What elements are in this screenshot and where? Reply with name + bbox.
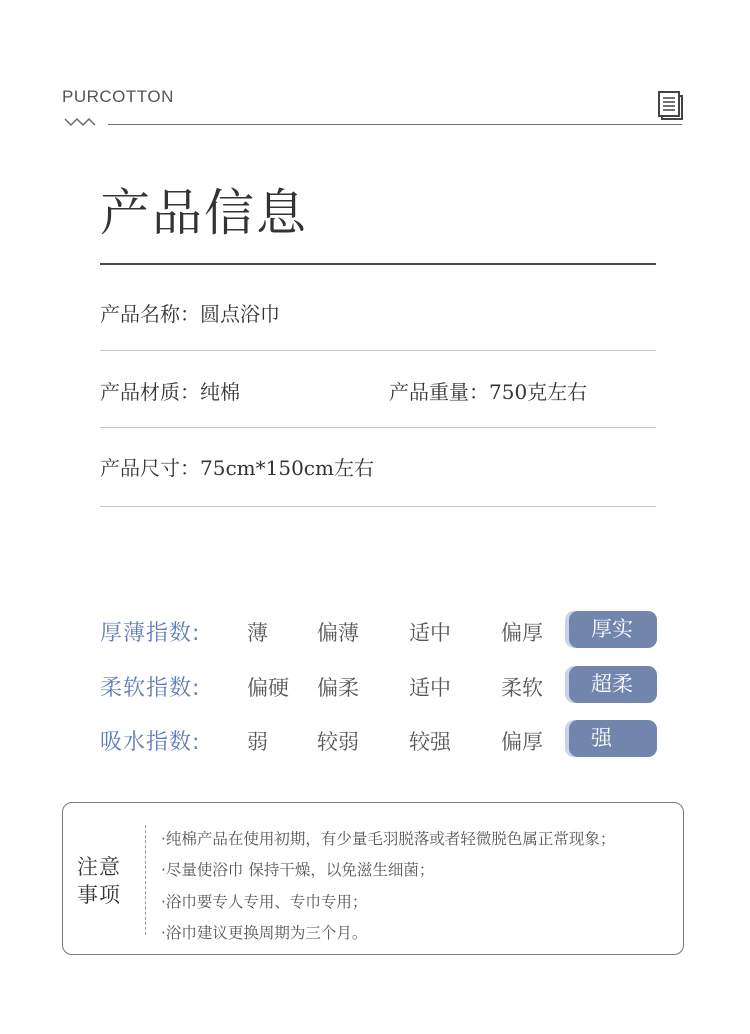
index-option: 偏厚 [501,730,543,754]
info-weight [389,376,587,405]
info-name-label: 产品名称： [100,302,200,326]
index-label: 柔软指数: [100,676,201,701]
info-material-value: 纯棉 [200,380,240,404]
index-label: 厚薄指数: [100,621,201,646]
index-option: 偏硬 [247,676,289,700]
index-option: 柔软 [501,676,543,700]
index-option: 适中 [409,676,451,700]
info-material-label: 产品材质： [100,380,200,404]
wave-icon [64,117,96,127]
index-option: 偏薄 [317,621,359,645]
index-option: 弱 [247,730,268,754]
brand-name: PURCOTTON [62,87,174,106]
row-divider [100,506,656,507]
index-option: 偏柔 [317,676,359,700]
info-size-value: 75cm*150cm左右 [200,456,374,480]
page-title: 产品信息 [100,184,308,242]
row-divider [100,427,656,428]
index-option: 较弱 [317,730,359,754]
index-label: 吸水指数: [100,730,201,755]
index-option: 适中 [409,621,451,645]
info-size [100,452,374,481]
index-selected-badge: 强 [569,720,657,757]
row-divider [100,350,656,351]
notice-line: ·尽量使浴巾 保持干燥，以免滋生细菌； [161,861,435,879]
index-selected-badge: 厚实 [569,611,657,648]
header-divider [108,124,682,125]
title-divider [100,263,656,265]
info-weight-value: 750克左右 [489,380,588,404]
index-selected-badge: 超柔 [569,666,657,703]
index-option: 较强 [409,730,451,754]
notice-line: ·纯棉产品在使用初期，有少量毛羽脱落或者轻微脱色属正常现象； [161,830,616,848]
info-material [100,376,240,405]
notice-line: ·浴巾要专人专用、专巾专用； [161,893,368,911]
notice-box [62,802,684,955]
info-size-label: 产品尺寸： [100,456,200,480]
notice-line: ·浴巾建议更换周期为三个月。 [161,924,368,942]
notice-title: 注意事项 [77,855,121,907]
info-name-value: 圆点浴巾 [200,302,280,326]
info-weight-label: 产品重量： [389,380,489,404]
notice-separator [145,825,146,935]
book-icon [656,90,684,120]
info-name [100,298,280,327]
index-option: 偏厚 [501,621,543,645]
index-option: 薄 [247,621,268,645]
